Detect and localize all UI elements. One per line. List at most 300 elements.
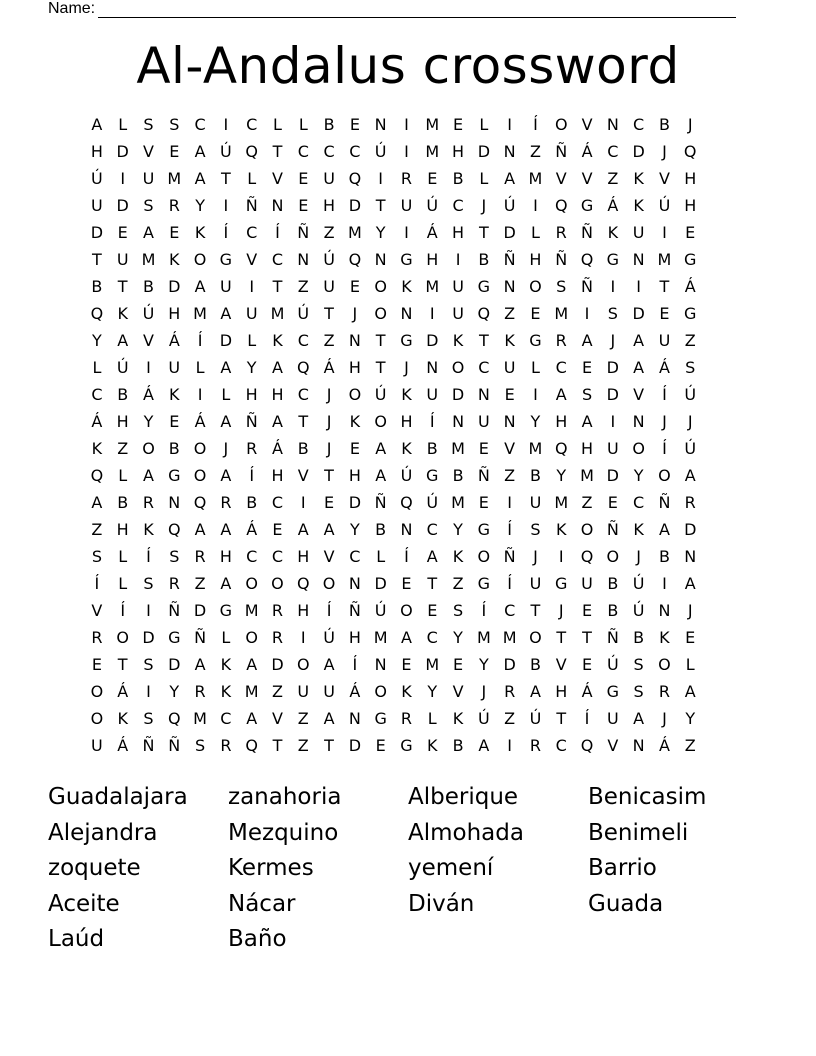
grid-letter: B (452, 169, 464, 188)
grid-letter: V (91, 601, 103, 620)
grid-letter: A (555, 385, 567, 404)
grid-letter: A (91, 493, 103, 512)
grid-letter: Í (352, 655, 358, 674)
grid-letter: N (684, 547, 697, 566)
grid-letter: Á (684, 277, 696, 296)
grid-letter: O (90, 709, 104, 728)
grid-letter: J (687, 115, 693, 134)
grid-letter: J (662, 709, 667, 728)
grid-letter: H (348, 466, 361, 485)
grid-letter: R (91, 628, 103, 647)
grid-letter: C (297, 331, 309, 350)
grid-letter: S (530, 520, 541, 539)
grid-letter: N (632, 736, 645, 755)
grid-letter: H (271, 385, 284, 404)
grid-letter: M (554, 493, 569, 512)
grid-letter: Á (117, 736, 129, 755)
grid-letter: M (141, 250, 156, 269)
grid-letter: Z (323, 331, 335, 350)
grid-letter: L (247, 331, 257, 350)
grid-letter: J (636, 547, 641, 566)
grid-letter: L (685, 655, 695, 674)
grid-letter: Á (658, 736, 670, 755)
grid-letter: A (220, 466, 232, 485)
grid-letter: C (633, 115, 645, 134)
grid-letter: I (404, 223, 409, 242)
grid-letter: B (168, 439, 180, 458)
grid-letter: Y (349, 520, 360, 539)
grid-letter: O (477, 547, 491, 566)
grid-letter: V (504, 439, 516, 458)
grid-letter: G (477, 520, 491, 539)
grid-letter: I (636, 277, 641, 296)
grid-letter: C (91, 385, 103, 404)
grid-letter: O (245, 628, 258, 647)
grid-letter: D (503, 223, 516, 242)
grid-letter: E (659, 304, 670, 323)
grid-letter: G (684, 304, 697, 323)
grid-letter: D (426, 331, 439, 350)
grid-letter: O (245, 574, 258, 593)
grid-letter: A (375, 466, 387, 485)
grid-letter: O (451, 358, 465, 377)
grid-letter: M (425, 655, 440, 674)
grid-letter: Z (504, 466, 516, 485)
grid-letter: J (326, 385, 332, 404)
grid-letter: Y (246, 358, 257, 377)
grid-letter: Ú (658, 196, 671, 215)
grid-letter: B (607, 574, 619, 593)
grid-letter: C (246, 547, 258, 566)
grid-letter: K (169, 385, 180, 404)
grid-letter: O (193, 439, 207, 458)
grid-letter: O (400, 601, 413, 620)
grid-letter: D (451, 385, 465, 404)
grid-letter: I (507, 736, 512, 755)
word-list-item: Mezquino (228, 819, 339, 846)
grid-letter: A (220, 358, 232, 377)
grid-letter: Á (246, 520, 258, 539)
grid-letter: A (220, 304, 232, 323)
grid-letter: K (401, 385, 412, 404)
grid-letter: Í (120, 601, 126, 620)
grid-letter: Ñ (606, 520, 619, 539)
grid-letter: I (197, 385, 203, 404)
grid-letter: Ú (503, 196, 516, 215)
grid-letter: I (223, 115, 229, 134)
grid-letter: I (558, 547, 564, 566)
grid-letter: D (606, 358, 619, 377)
grid-letter: G (168, 628, 181, 647)
grid-letter: E (272, 520, 283, 539)
grid-letter: Z (581, 493, 593, 512)
name-underline[interactable] (98, 2, 736, 18)
grid-letter: A (529, 682, 541, 701)
grid-letter: Ú (323, 628, 335, 647)
grid-letter: S (169, 115, 180, 134)
grid-letter: C (349, 142, 361, 161)
grid-letter: I (584, 304, 590, 323)
grid-letter: Ñ (245, 196, 258, 215)
word-list-item: Alejandra (48, 819, 158, 846)
grid-letter: U (220, 277, 232, 296)
grid-letter: C (323, 142, 335, 161)
grid-letter: G (374, 709, 387, 728)
grid-letter: C (555, 736, 567, 755)
grid-letter: H (684, 169, 697, 188)
grid-letter: K (401, 682, 412, 701)
grid-letter: C (271, 250, 284, 269)
grid-letter: E (478, 439, 489, 458)
grid-letter: R (658, 682, 670, 701)
grid-letter: Á (194, 412, 206, 431)
grid-letter: G (555, 574, 568, 593)
grid-letter: Y (685, 709, 696, 728)
grid-letter: Ñ (245, 412, 258, 431)
word-list-item: Guada (588, 890, 664, 917)
grid-letter: A (478, 736, 490, 755)
grid-letter: A (246, 655, 258, 674)
grid-letter: E (427, 169, 438, 188)
grid-letter: U (116, 250, 129, 269)
grid-row (84, 570, 734, 597)
grid-letter: Ñ (606, 628, 619, 647)
grid-letter: J (326, 439, 332, 458)
grid-letter: J (610, 331, 616, 350)
grid-letter: A (272, 358, 283, 377)
grid-letter: S (169, 547, 180, 566)
grid-letter: O (374, 277, 387, 296)
grid-letter: Ú (684, 439, 697, 458)
grid-letter: E (427, 601, 438, 620)
word-list-item: Alberique (408, 784, 519, 810)
grid-letter: U (632, 223, 645, 242)
grid-letter: J (481, 196, 487, 215)
grid-letter: M (528, 169, 543, 188)
grid-letter: H (581, 439, 594, 458)
grid-letter: E (349, 115, 360, 134)
grid-letter: E (117, 223, 128, 242)
grid-letter: O (658, 655, 671, 674)
name-label: Name: (48, 0, 96, 17)
grid-letter: A (246, 709, 258, 728)
grid-letter: I (404, 142, 409, 161)
grid-letter: C (452, 196, 464, 215)
grid-letter: K (143, 520, 154, 539)
grid-letter: I (300, 493, 306, 512)
grid-letter: C (555, 358, 567, 377)
grid-letter: V (143, 331, 154, 350)
grid-letter: V (452, 682, 464, 701)
grid-row (84, 354, 734, 381)
grid-letter: Q (580, 547, 594, 566)
grid-letter: S (607, 304, 618, 323)
grid-letter: H (116, 520, 129, 539)
grid-letter: U (245, 304, 258, 323)
grid-letter: H (168, 304, 181, 323)
grid-letter: R (555, 331, 567, 350)
grid-letter: G (426, 466, 439, 485)
grid-letter: A (117, 331, 129, 350)
grid-letter: Á (658, 358, 670, 377)
grid-letter: A (194, 142, 206, 161)
grid-letter: K (220, 682, 232, 701)
grid-letter: T (220, 169, 231, 188)
grid-letter: E (581, 601, 593, 620)
grid-letter: O (529, 277, 542, 296)
grid-letter: S (91, 547, 102, 566)
grid-letter: N (168, 493, 181, 512)
grid-letter: U (606, 709, 619, 728)
grid-letter: D (271, 655, 284, 674)
grid-letter: L (221, 628, 231, 647)
grid-letter: M (270, 304, 285, 323)
grid-letter: D (142, 628, 155, 647)
word-list-item: Almohada (408, 819, 524, 846)
grid-letter: O (193, 250, 207, 269)
grid-letter: U (297, 682, 310, 701)
grid-letter: N (297, 250, 310, 269)
grid-letter: A (323, 709, 335, 728)
grid-letter: G (580, 196, 594, 215)
grid-letter: Ñ (555, 250, 568, 269)
grid-letter: J (687, 601, 693, 620)
grid-letter: C (426, 628, 438, 647)
grid-letter: T (478, 223, 489, 242)
grid-letter: R (220, 736, 232, 755)
grid-letter: Z (684, 331, 696, 350)
grid-letter: K (452, 331, 464, 350)
grid-letter: D (632, 304, 645, 323)
grid-letter: L (247, 169, 257, 188)
grid-letter: V (246, 250, 258, 269)
grid-letter: Í (197, 331, 203, 350)
grid-letter: O (322, 574, 336, 593)
grid-letter: E (581, 655, 593, 674)
grid-letter: O (142, 439, 155, 458)
word-list-item: Aceite (48, 890, 120, 917)
grid-letter: Ú (91, 169, 103, 188)
grid-letter: N (503, 277, 516, 296)
grid-letter: Y (427, 682, 438, 701)
grid-letter: A (581, 331, 593, 350)
grid-letter: Í (429, 412, 435, 431)
grid-letter: Z (323, 223, 335, 242)
grid-letter: Í (326, 601, 332, 620)
grid-letter: I (146, 358, 151, 377)
grid-letter: N (632, 412, 645, 431)
grid-letter: A (143, 223, 154, 242)
grid-letter: S (452, 601, 464, 620)
grid-row (84, 705, 734, 732)
grid-letter: D (219, 331, 233, 350)
grid-letter: T (272, 142, 283, 161)
grid-letter: Ú (426, 196, 439, 215)
grid-letter: B (426, 439, 438, 458)
grid-letter: B (117, 385, 129, 404)
grid-letter: T (659, 277, 670, 296)
grid-letter: E (298, 169, 309, 188)
grid-letter: I (429, 304, 435, 323)
grid-letter: Q (683, 142, 697, 161)
grid-letter: E (530, 304, 541, 323)
grid-letter: T (427, 574, 438, 593)
grid-letter: B (452, 466, 464, 485)
grid-letter: D (632, 142, 645, 161)
grid-letter: R (555, 223, 567, 242)
grid-letter: Q (296, 574, 310, 593)
grid-letter: K (633, 520, 644, 539)
grid-letter: D (193, 601, 207, 620)
grid-letter: Í (223, 223, 229, 242)
grid-letter: V (323, 547, 335, 566)
grid-letter: Q (245, 736, 258, 755)
grid-letter: S (685, 358, 696, 377)
grid-letter: O (554, 115, 568, 134)
grid-letter: M (193, 304, 207, 323)
grid-letter: U (452, 304, 464, 323)
grid-letter: H (529, 250, 542, 269)
grid-letter: H (245, 385, 258, 404)
grid-letter: Ú (142, 304, 155, 323)
grid-letter: O (348, 385, 362, 404)
grid-letter: G (684, 250, 697, 269)
grid-letter: A (220, 412, 232, 431)
grid-row (84, 624, 734, 651)
word-list-item: Barrio (588, 855, 657, 881)
grid-letter: E (349, 439, 360, 458)
grid-letter: Ñ (503, 547, 516, 566)
grid-letter: A (504, 169, 516, 188)
grid-letter: D (374, 574, 387, 593)
grid-letter: U (91, 736, 103, 755)
grid-letter: Q (296, 358, 310, 377)
grid-letter: Ú (529, 709, 542, 728)
grid-letter: L (118, 547, 128, 566)
grid-letter: U (91, 196, 103, 215)
grid-letter: A (91, 115, 103, 134)
grid-row (84, 381, 734, 408)
grid-letter: S (633, 655, 644, 674)
word-list-item: Benimeli (588, 819, 689, 846)
grid-letter: V (143, 142, 154, 161)
grid-letter: U (529, 574, 542, 593)
grid-letter: N (426, 358, 439, 377)
grid-letter: A (194, 169, 206, 188)
grid-letter: Á (272, 439, 283, 458)
grid-letter: B (143, 277, 154, 296)
grid-letter: Ñ (477, 466, 490, 485)
grid-letter: E (169, 412, 180, 431)
grid-letter: E (607, 493, 618, 512)
grid-letter: L (221, 385, 231, 404)
grid-letter: A (581, 412, 593, 431)
grid-letter: D (168, 655, 181, 674)
word-list-item: Diván (408, 890, 475, 917)
grid-letter: Á (426, 223, 438, 242)
grid-letter: M (657, 250, 672, 269)
grid-letter: E (349, 277, 360, 296)
grid-letter: C (504, 601, 516, 620)
grid-letter: Í (662, 385, 667, 404)
grid-letter: O (374, 412, 387, 431)
grid-letter: R (194, 682, 206, 701)
grid-letter: U (581, 574, 593, 593)
name-field[interactable] (48, 0, 736, 18)
grid-letter: A (375, 439, 387, 458)
grid-letter: K (194, 223, 206, 242)
grid-letter: L (118, 574, 128, 593)
grid-letter: C (297, 142, 309, 161)
grid-letter: B (452, 736, 464, 755)
grid-letter: I (249, 277, 255, 296)
grid-letter: Í (533, 115, 538, 134)
grid-letter: G (400, 736, 413, 755)
grid-letter: D (168, 277, 181, 296)
grid-letter: S (556, 277, 567, 296)
grid-letter: B (633, 628, 645, 647)
grid-letter: L (530, 358, 540, 377)
grid-letter: T (556, 709, 567, 728)
grid-letter: O (529, 628, 542, 647)
grid-letter: I (610, 412, 616, 431)
grid-letter: Y (530, 412, 541, 431)
grid-letter: Ñ (142, 736, 155, 755)
grid-letter: G (529, 331, 542, 350)
grid-letter: T (375, 331, 386, 350)
grid-letter: B (529, 655, 541, 674)
grid-row (84, 192, 734, 219)
grid-letter: N (271, 196, 284, 215)
grid-letter: H (297, 547, 310, 566)
grid-letter: L (118, 115, 128, 134)
word-list-item: Kermes (228, 855, 314, 881)
grid-letter: V (555, 169, 567, 188)
grid-letter: T (324, 466, 334, 485)
grid-letter: D (606, 466, 619, 485)
grid-letter: G (219, 601, 233, 620)
grid-letter: Ñ (348, 601, 361, 620)
grid-letter: A (658, 520, 670, 539)
grid-letter: O (632, 439, 645, 458)
grid-letter: E (401, 574, 412, 593)
grid-letter: Ú (374, 142, 387, 161)
grid-letter: U (323, 277, 335, 296)
grid-letter: T (272, 277, 283, 296)
grid-letter: L (273, 115, 282, 134)
grid-letter: M (451, 439, 465, 458)
grid-letter: Ú (400, 466, 413, 485)
grid-row (84, 273, 734, 300)
grid-letter: E (453, 655, 464, 674)
grid-letter: D (348, 736, 362, 755)
grid-letter: H (684, 196, 697, 215)
grid-letter: R (246, 439, 258, 458)
grid-letter: A (297, 520, 309, 539)
grid-letter: J (662, 412, 667, 431)
grid-letter: H (555, 412, 568, 431)
grid-letter: G (400, 250, 413, 269)
grid-letter: S (143, 709, 154, 728)
grid-row (84, 111, 734, 138)
grid-letter: A (684, 682, 696, 701)
grid-letter: M (373, 628, 388, 647)
grid-letter: O (116, 628, 129, 647)
grid-letter: L (195, 358, 205, 377)
grid-letter: A (684, 466, 696, 485)
grid-letter: Q (193, 493, 207, 512)
grid-letter: E (453, 115, 464, 134)
